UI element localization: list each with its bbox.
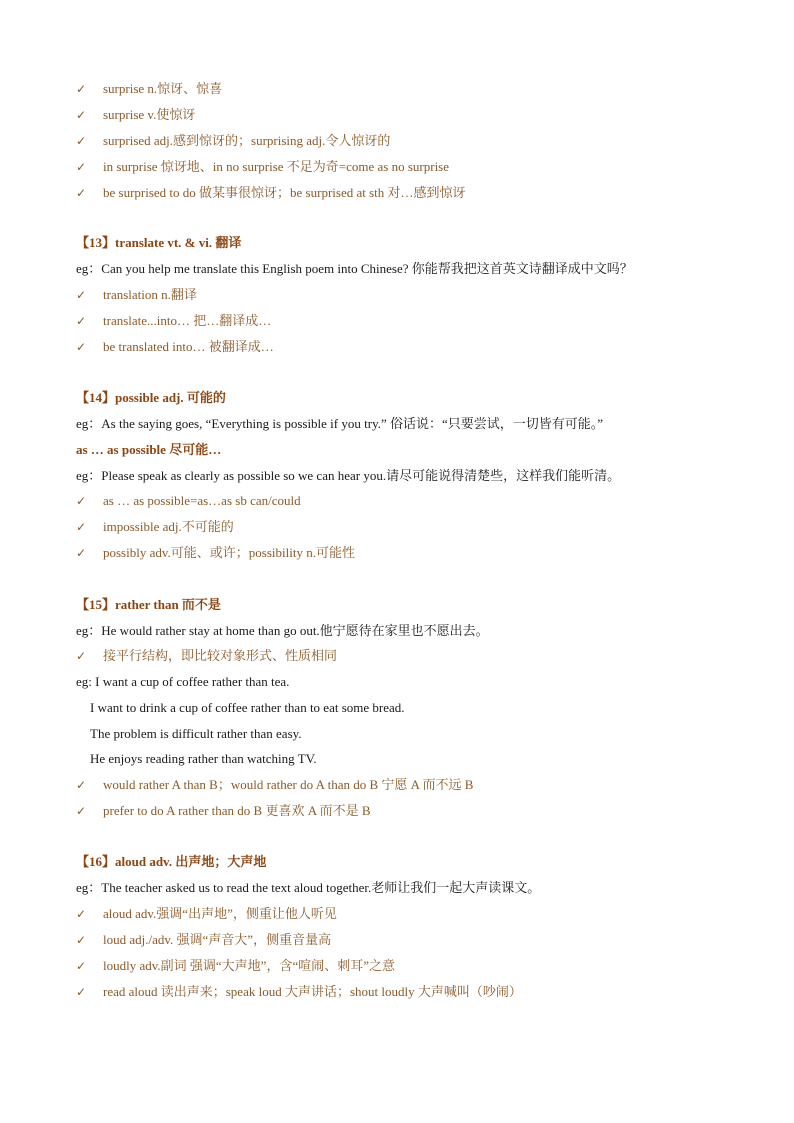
sub-heading: as … as possible 尽可能…	[76, 442, 222, 457]
list-item: ✓ surprise v.使惊讶	[76, 107, 196, 122]
check-icon: ✓	[76, 134, 87, 148]
check-icon: ✓	[76, 340, 87, 354]
check-icon: ✓	[76, 985, 87, 999]
example-sentence: eg：The teacher asked us to read the text aloud together.老师让我们一起大声读课文。	[76, 880, 541, 895]
list-item: ✓ 接平行结构，即比较对象形式、性质相同	[76, 648, 338, 663]
check-icon: ✓	[76, 160, 87, 174]
example-sentence: eg：Can you help me translate this English poem into Chinese? 你能帮我把这首英文诗翻译成中文吗？	[76, 261, 633, 276]
check-icon: ✓	[76, 907, 87, 921]
list-item: ✓ aloud adv.强调“出声地”，侧重让他人听见	[76, 906, 337, 921]
section-heading-13: 【13】translate vt. & vi. 翻译	[76, 235, 242, 250]
list-item: ✓ surprised adj.感到惊讶的；surprising adj.令人惊讶的	[76, 133, 391, 148]
check-icon: ✓	[76, 314, 87, 328]
list-item: ✓ be translated into… 被翻译成…	[76, 339, 274, 354]
check-icon: ✓	[76, 804, 87, 818]
check-icon: ✓	[76, 778, 87, 792]
check-icon: ✓	[76, 959, 87, 973]
list-item: ✓ prefer to do A rather than do B 更喜欢 A 而不是 B	[76, 803, 371, 818]
example-sentence: The problem is difficult rather than easy.	[90, 726, 302, 741]
list-item: ✓ surprise n.惊讶、惊喜	[76, 81, 223, 96]
check-icon: ✓	[76, 108, 87, 122]
section-heading-14: 【14】possible adj. 可能的	[76, 390, 226, 405]
example-sentence: I want to drink a cup of coffee rather than to eat some bread.	[90, 700, 405, 715]
section-heading-16: 【16】aloud adv. 出声地；大声地	[76, 854, 267, 869]
list-item: ✓ loud adj./adv. 强调“声音大”，侧重音量高	[76, 932, 332, 947]
check-icon: ✓	[76, 82, 87, 96]
check-icon: ✓	[76, 933, 87, 947]
example-sentence: eg：As the saying goes, “Everything is possible if you try.” 俗话说：“只要尝试，一切皆有可能。”	[76, 416, 604, 431]
check-icon: ✓	[76, 494, 87, 508]
list-item: ✓ impossible adj.不可能的	[76, 519, 234, 534]
list-item: ✓ possibly adv.可能、或许；possibility n.可能性	[76, 545, 355, 560]
check-icon: ✓	[76, 520, 87, 534]
check-icon: ✓	[76, 288, 87, 302]
list-item: ✓ in surprise 惊讶地、in no surprise 不足为奇=come as no surprise	[76, 159, 450, 174]
example-sentence: He enjoys reading rather than watching TV.	[90, 751, 317, 766]
list-item: ✓ would rather A than B；would rather do A than do B 宁愿 A 而不远 B	[76, 777, 474, 792]
check-icon: ✓	[76, 649, 87, 663]
example-sentence: eg: I want a cup of coffee rather than tea.	[76, 674, 290, 689]
list-item: ✓ translate...into… 把…翻译成…	[76, 313, 272, 328]
list-item: ✓ translation n.翻译	[76, 287, 197, 302]
list-item: ✓ read aloud 读出声来；speak loud 大声讲话；shout loudly 大声喊叫（吵闹）	[76, 984, 522, 999]
check-icon: ✓	[76, 546, 87, 560]
section-heading-15: 【15】rather than 而不是	[76, 597, 221, 612]
list-item: ✓ loudly adv.副词 强调“大声地”，含“喧闹、刺耳”之意	[76, 958, 395, 973]
check-icon: ✓	[76, 186, 87, 200]
example-sentence: eg：Please speak as clearly as possible so we can hear you.请尽可能说得清楚些，这样我们能听清。	[76, 468, 621, 483]
list-item: ✓ be surprised to do 做某事很惊讶；be surprised at sth 对…感到惊讶	[76, 185, 466, 200]
list-item: ✓ as … as possible=as…as sb can/could	[76, 493, 301, 508]
example-sentence: eg：He would rather stay at home than go out.他宁愿待在家里也不愿出去。	[76, 623, 489, 638]
